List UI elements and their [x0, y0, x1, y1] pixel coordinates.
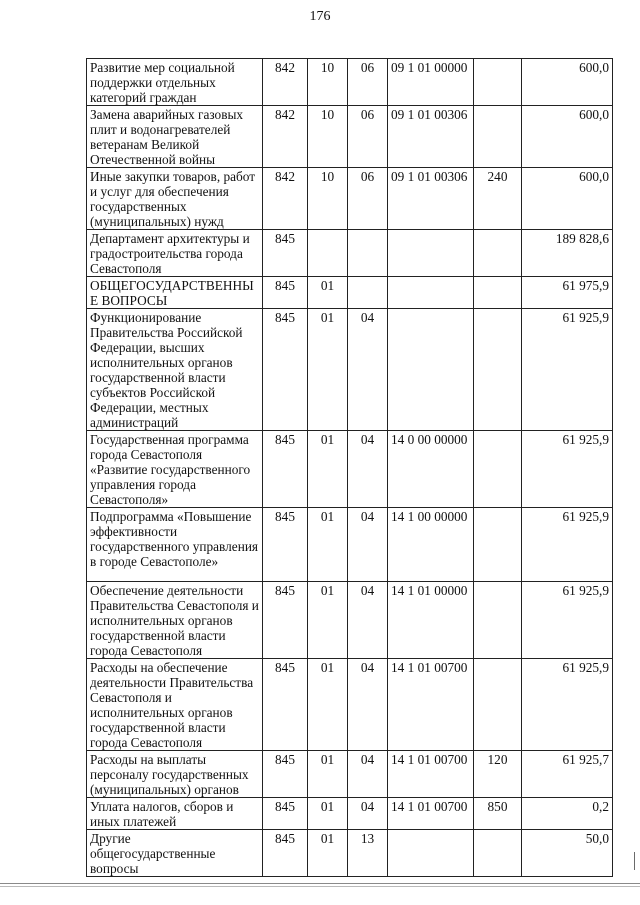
cell-amount: 61 925,9 — [522, 659, 613, 751]
edge-mark — [634, 852, 635, 870]
cell-subsection-code: 04 — [348, 751, 388, 798]
cell-name: Уплата налогов, сборов и иных платежей — [87, 798, 263, 830]
cell-target-article: 09 1 01 00306 — [388, 106, 474, 168]
cell-section-code: 10 — [308, 59, 348, 106]
cell-amount: 0,2 — [522, 798, 613, 830]
cell-section-code: 01 — [308, 798, 348, 830]
table-row — [87, 508, 613, 582]
cell-name: Функционирование Правительства Российской Федерации, высших исполнительных органов государственной власти субъектов Российской Федерации, местных администраций — [87, 309, 263, 431]
table-row — [87, 582, 613, 659]
cell-expense-type: 120 — [474, 751, 522, 798]
table-row — [87, 59, 613, 106]
cell-ministry-code: 845 — [263, 431, 308, 508]
cell-subsection-code: 04 — [348, 431, 388, 508]
cell-subsection-code: 06 — [348, 59, 388, 106]
cell-subsection-code: 04 — [348, 508, 388, 582]
cell-amount: 61 925,9 — [522, 582, 613, 659]
cell-expense-type — [474, 659, 522, 751]
table-row — [87, 830, 613, 877]
cell-ministry-code: 845 — [263, 659, 308, 751]
table-body — [87, 59, 613, 877]
cell-subsection-code: 06 — [348, 168, 388, 230]
cell-subsection-code: 04 — [348, 659, 388, 751]
table-row — [87, 431, 613, 508]
cell-subsection-code: 06 — [348, 106, 388, 168]
cell-subsection-code: 13 — [348, 830, 388, 877]
cell-expense-type — [474, 830, 522, 877]
table-row — [87, 309, 613, 431]
cell-target-article: 09 1 01 00306 — [388, 168, 474, 230]
table-row — [87, 798, 613, 830]
cell-name: Обеспечение деятельности Правительства Севастополя и исполнительных органов государственной власти города Севастополя — [87, 582, 263, 659]
cell-section-code: 01 — [308, 582, 348, 659]
cell-section-code: 01 — [308, 751, 348, 798]
cell-expense-type — [474, 309, 522, 431]
cell-ministry-code: 845 — [263, 277, 308, 309]
cell-section-code: 01 — [308, 508, 348, 582]
cell-subsection-code: 04 — [348, 309, 388, 431]
page-number: 176 — [309, 9, 331, 24]
cell-name: ОБЩЕГОСУДАРСТВЕННЫ Е ВОПРОСЫ — [87, 277, 263, 309]
cell-amount: 61 925,9 — [522, 309, 613, 431]
cell-target-article: 14 1 01 00700 — [388, 798, 474, 830]
cell-amount: 61 925,9 — [522, 508, 613, 582]
cell-section-code: 10 — [308, 106, 348, 168]
cell-name: Расходы на выплаты персоналу государственных (муниципальных) органов — [87, 751, 263, 798]
cell-section-code — [308, 230, 348, 277]
cell-ministry-code: 845 — [263, 582, 308, 659]
cell-section-code: 01 — [308, 830, 348, 877]
cell-expense-type — [474, 277, 522, 309]
table-row — [87, 168, 613, 230]
scan-line — [0, 883, 640, 884]
table-row — [87, 277, 613, 309]
cell-expense-type: 240 — [474, 168, 522, 230]
cell-subsection-code — [348, 230, 388, 277]
table-row — [87, 751, 613, 798]
cell-amount: 600,0 — [522, 106, 613, 168]
cell-amount: 189 828,6 — [522, 230, 613, 277]
cell-expense-type — [474, 582, 522, 659]
cell-expense-type — [474, 106, 522, 168]
cell-expense-type — [474, 431, 522, 508]
cell-amount: 50,0 — [522, 830, 613, 877]
cell-section-code: 01 — [308, 277, 348, 309]
cell-section-code: 10 — [308, 168, 348, 230]
cell-name: Замена аварийных газовых плит и водонагревателей ветеранам Великой Отечественной войны — [87, 106, 263, 168]
cell-name: Иные закупки товаров, работ и услуг для обеспечения государственных (муниципальных) нужд — [87, 168, 263, 230]
cell-target-article — [388, 309, 474, 431]
cell-target-article: 14 0 00 00000 — [388, 431, 474, 508]
cell-target-article: 14 1 01 00700 — [388, 659, 474, 751]
cell-name: Развитие мер социальной поддержки отдельных категорий граждан — [87, 59, 263, 106]
cell-amount: 61 925,9 — [522, 431, 613, 508]
cell-subsection-code — [348, 277, 388, 309]
cell-name: Другие общегосударственные вопросы — [87, 830, 263, 877]
cell-name: Департамент архитектуры и градостроительства города Севастополя — [87, 230, 263, 277]
cell-name: Государственная программа города Севастополя «Развитие государственного управления города Севастополя» — [87, 431, 263, 508]
budget-table — [86, 58, 613, 877]
cell-section-code: 01 — [308, 309, 348, 431]
cell-target-article: 14 1 00 00000 — [388, 508, 474, 582]
cell-target-article: 14 1 01 00000 — [388, 582, 474, 659]
cell-expense-type — [474, 230, 522, 277]
cell-ministry-code: 845 — [263, 309, 308, 431]
cell-amount: 61 925,7 — [522, 751, 613, 798]
cell-amount: 61 975,9 — [522, 277, 613, 309]
cell-subsection-code: 04 — [348, 582, 388, 659]
cell-target-article: 09 1 01 00000 — [388, 59, 474, 106]
cell-expense-type: 850 — [474, 798, 522, 830]
cell-ministry-code: 842 — [263, 106, 308, 168]
cell-amount: 600,0 — [522, 59, 613, 106]
cell-target-article — [388, 830, 474, 877]
table-row — [87, 230, 613, 277]
cell-ministry-code: 845 — [263, 798, 308, 830]
table-row — [87, 106, 613, 168]
cell-section-code: 01 — [308, 431, 348, 508]
cell-ministry-code: 842 — [263, 168, 308, 230]
cell-name: Расходы на обеспечение деятельности Правительства Севастополя и исполнительных органов государственной власти города Севастополя — [87, 659, 263, 751]
cell-section-code: 01 — [308, 659, 348, 751]
cell-ministry-code: 842 — [263, 59, 308, 106]
cell-ministry-code: 845 — [263, 230, 308, 277]
cell-target-article — [388, 230, 474, 277]
cell-target-article — [388, 277, 474, 309]
cell-expense-type — [474, 508, 522, 582]
cell-subsection-code: 04 — [348, 798, 388, 830]
cell-ministry-code: 845 — [263, 751, 308, 798]
table-row — [87, 659, 613, 751]
cell-amount: 600,0 — [522, 168, 613, 230]
cell-name: Подпрограмма «Повышение эффективности государственного управления в городе Севастополе» — [87, 508, 263, 582]
scan-line — [0, 886, 640, 887]
cell-target-article: 14 1 01 00700 — [388, 751, 474, 798]
cell-expense-type — [474, 59, 522, 106]
cell-ministry-code: 845 — [263, 830, 308, 877]
cell-ministry-code: 845 — [263, 508, 308, 582]
